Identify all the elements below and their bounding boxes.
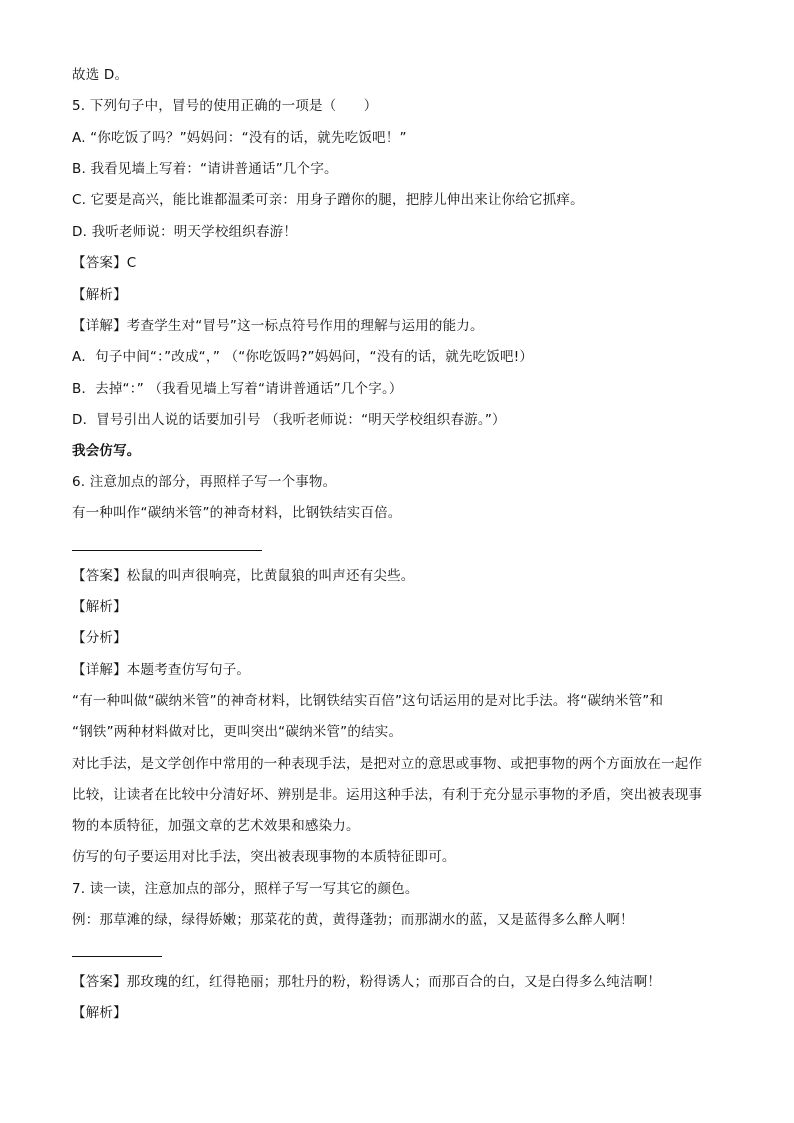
explanation-b: B．去掉“：” （我看见墙上写着“请讲普通话”几个字。） — [72, 381, 403, 397]
option-b: B. 我看见墙上写着：“请讲普通话”几个字。 — [72, 161, 338, 177]
question-7: 7. 读一读，注意加点的部分，照样子写一写其它的颜色。 — [72, 881, 419, 897]
paragraph-line: 对比手法，是文学创作中常用的一种表现手法，是把对立的意思或事物、或把事物的两个方面放在一起作 — [72, 756, 703, 772]
paragraph-line: 物的本质特征，加强文章的艺术效果和感染力。 — [72, 818, 360, 834]
analysis-label: 【解析】 — [72, 287, 127, 303]
answer-label: 【答案】C — [72, 255, 137, 271]
option-d: D. 我听老师说：明天学校组织春游！ — [72, 224, 298, 240]
example-sentence: 例：那草滩的绿，绿得娇嫩；那菜花的黄，黄得蓬勃；而那湖水的蓝，又是蓝得多么醉人啊！ — [72, 912, 634, 928]
question-6: 6. 注意加点的部分，再照样子写一个事物。 — [72, 474, 337, 490]
example-sentence: 有一种叫作“碳纳米管”的神奇材料，比钢铁结实百倍。 — [72, 505, 402, 521]
analysis-label: 【解析】 — [72, 1005, 127, 1021]
detail-text: 【详解】考查学生对“冒号”这一标点符号作用的理解与运用的能力。 — [72, 318, 484, 334]
paragraph-line: 比较，让读者在比较中分清好坏、辨别是非。运用这种手法，有利于充分显示事物的矛盾，突出被表现事 — [72, 787, 703, 803]
text-line: 故选 D。 — [72, 67, 129, 83]
option-a: A. “你吃饭了吗？”妈妈问：“没有的话，就先吃饭吧！” — [72, 130, 407, 146]
analysis-label: 【解析】 — [72, 599, 127, 615]
answer-blank-line — [72, 956, 162, 957]
answer-text: 【答案】那玫瑰的红，红得艳丽；那牡丹的粉，粉得诱人；而那百合的白，又是白得多么纯洁啊！ — [72, 974, 662, 990]
question-5: 5. 下列句子中，冒号的使用正确的一项是（ ） — [72, 98, 378, 114]
option-c: C. 它要是高兴，能比谁都温柔可亲：用身子蹭你的腿，把脖儿伸出来让你给它抓痒。 — [72, 192, 584, 208]
answer-text: 【答案】松鼠的叫声很响亮，比黄鼠狼的叫声还有尖些。 — [72, 568, 415, 584]
paragraph-line: “有一种叫做“碳纳米管”的神奇材料，比钢铁结实百倍”这句话运用的是对比手法。将“碳纳米管”和 — [72, 693, 664, 709]
section-heading: 我会仿写。 — [72, 443, 141, 459]
detail-text: 【详解】本题考查仿写句子。 — [72, 662, 251, 678]
explanation-d: D．冒号引出人说的话要加引号 （我听老师说：“明天学校组织春游。”） — [72, 412, 506, 428]
explanation-a: A．句子中间“：”改成“，” （“你吃饭吗?”妈妈问，“没有的话，就先吃饭吧!） — [72, 349, 534, 365]
paragraph-line: “钢铁”两种材料做对比，更叫突出“碳纳米管”的结实。 — [72, 724, 403, 740]
analysis-subheading: 【分析】 — [72, 630, 127, 646]
paragraph-line: 仿写的句子要运用对比手法，突出被表现事物的本质特征即可。 — [72, 849, 456, 865]
answer-blank-line — [72, 550, 262, 551]
